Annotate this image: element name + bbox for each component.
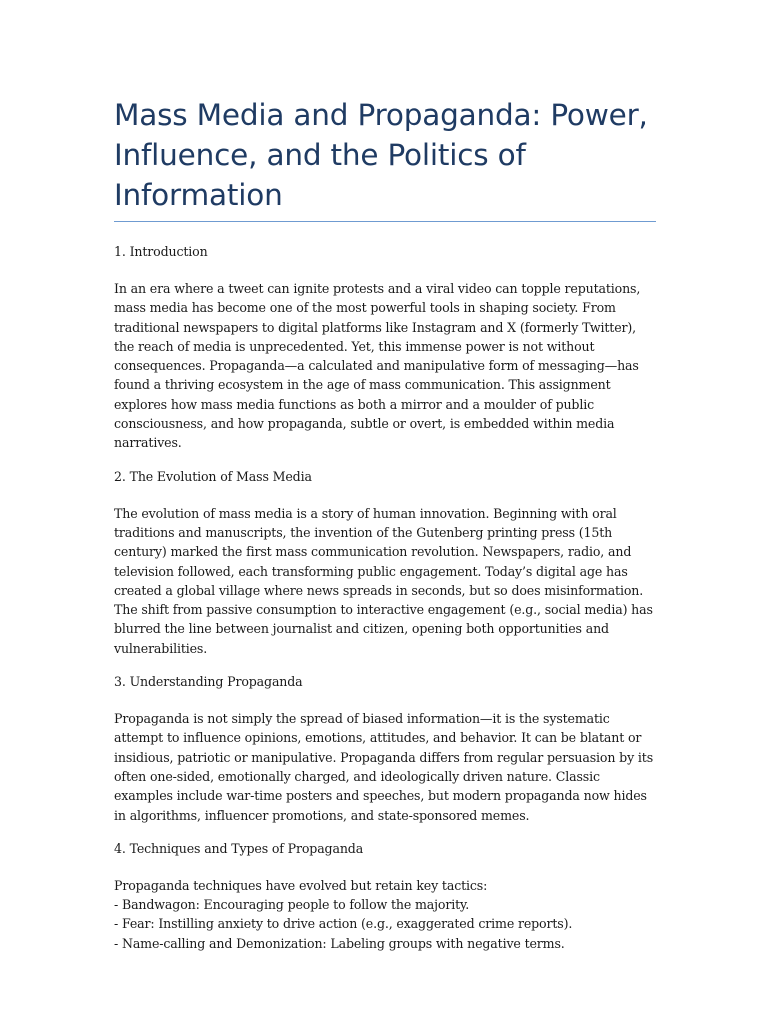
section-heading: 4. Techniques and Types of Propaganda <box>114 840 364 856</box>
document-page <box>114 95 656 953</box>
section-understanding-propaganda <box>114 672 656 825</box>
list-item: - Bandwagon: Encouraging people to follow the majority. <box>114 897 470 913</box>
section-paragraph: Propaganda is not simply the spread of biased information—it is the systematic attempt to influence opinions, emotions, attitudes, and behavior. It can be blatant or insidious, patriotic or manipulative. Propaganda differs from regular persuasion by its often one-sided, emotionally charged, and ideologically driven nature. Classic examples include war-time posters and speeches, but modern propaganda now hides in algorithms, influencer promotions, and state-sponsored memes. <box>114 711 654 823</box>
section-heading: 1. Introduction <box>114 244 208 259</box>
title-underline <box>114 221 656 222</box>
section-heading: 2. The Evolution of Mass Media <box>114 468 312 484</box>
list-item: - Name-calling and Demonization: Labeling groups with negative terms. <box>114 935 565 951</box>
section-evolution-of-mass-media <box>114 467 656 658</box>
technique-list <box>114 876 656 953</box>
section-techniques-and-types <box>114 839 656 953</box>
section-introduction <box>114 242 656 453</box>
document-title: Mass Media and Propaganda: Power, Influence, and the Politics of Information <box>114 98 648 212</box>
section-paragraph: The evolution of mass media is a story of human innovation. Beginning with oral traditions and manuscripts, the invention of the Gutenberg printing press (15th century) marked the first mass communication revolution. Newspapers, radio, and television followed, each transforming public engagement. Today’s digital age has created a global village where news spreads in seconds, but so does misinformation. The shift from passive consumption to interactive engagement (e.g., social media) has blurred the line between journalist and citizen, opening both opportunities and vulnerabilities. <box>114 505 653 656</box>
list-item: - Fear: Instilling anxiety to drive action (e.g., exaggerated crime reports). <box>114 916 573 932</box>
section-heading: 3. Understanding Propaganda <box>114 674 303 690</box>
list-intro: Propaganda techniques have evolved but retain key tactics: <box>114 877 488 893</box>
section-paragraph: In an era where a tweet can ignite protests and a viral video can topple reputations, mass media has become one of the most powerful tools in shaping society. From traditional newspapers to digital platforms like Instagram and X (formerly Twitter), the reach of media is unprecedented. Yet, this immense power is not without consequences. Propaganda—a calculated and manipulative form of messaging—has found a thriving ecosystem in the age of mass communication. This assignment explores how mass media functions as both a mirror and a moulder of public consciousness, and how propaganda, subtle or overt, is embedded within media narratives. <box>114 281 641 451</box>
